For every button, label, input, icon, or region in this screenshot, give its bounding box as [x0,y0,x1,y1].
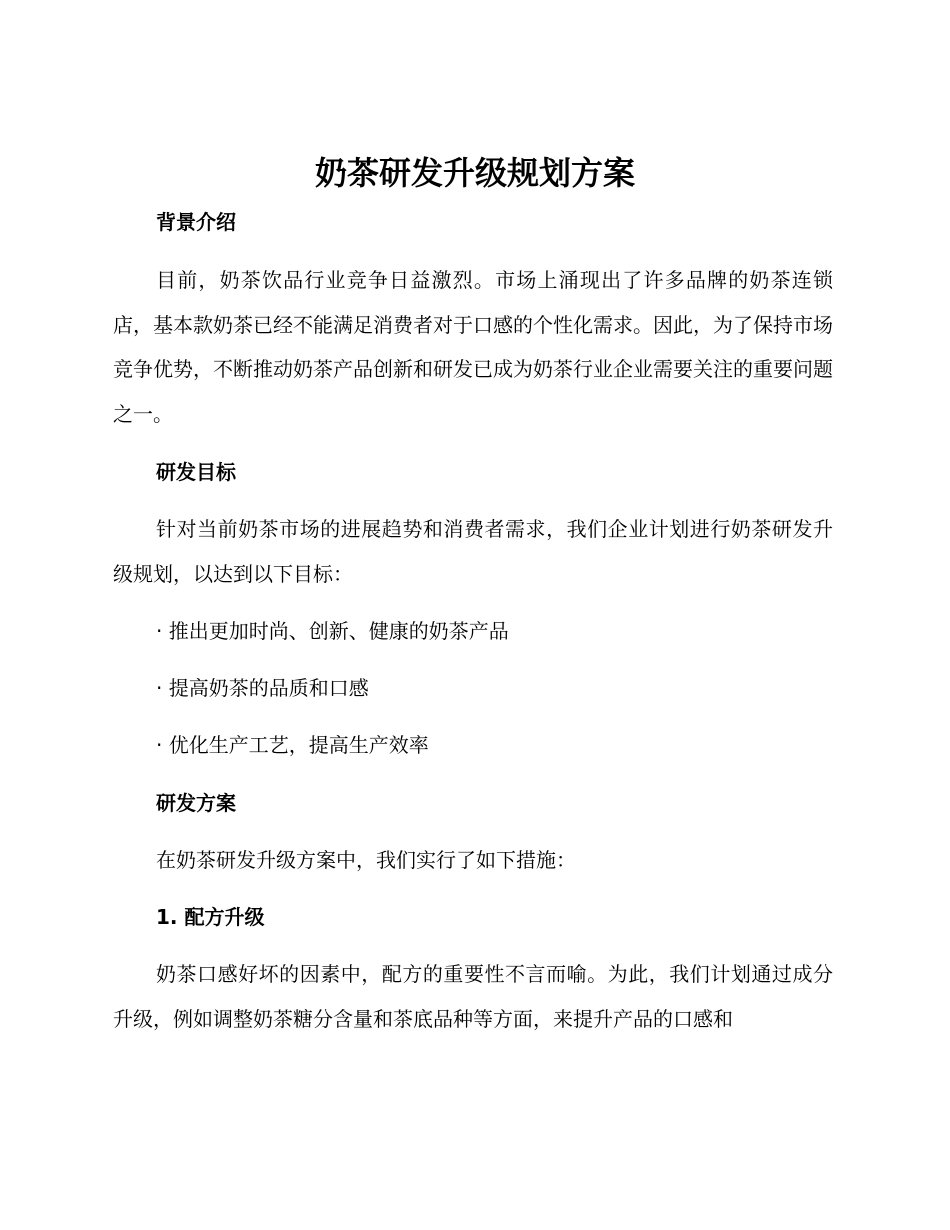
goal-bullet-1: · 推出更加时尚、创新、健康的奶茶产品 [156,619,509,643]
goal-bullet-2: · 提高奶茶的品质和口感 [156,676,369,700]
document-title: 奶茶研发升级规划方案 [314,154,635,192]
goal-bullet-3: · 优化生产工艺，提高生产效率 [156,733,429,757]
section-heading-goals: 研发目标 [156,460,236,484]
subheading-formula-upgrade: 1. 配方升级 [156,905,265,929]
section-heading-background: 背景介绍 [156,210,236,234]
background-paragraph: 目前，奶茶饮品行业竞争日益激烈。市场上涌现出了许多品牌的奶茶连锁店，基本款奶茶已经不能满足消费者对于口感的个性化需求。因此，为了保持市场竞争优势，不断推动奶茶产品创新和研发已成为奶茶行业企业需要关注的重要问题之一。 [113,268,833,426]
goals-paragraph: 针对当前奶茶市场的进展趋势和消费者需求，我们企业计划进行奶茶研发升级规划，以达到以下目标： [113,517,833,586]
formula-paragraph: 奶茶口感好坏的因素中，配方的重要性不言而喻。为此，我们计划通过成分升级，例如调整奶茶糖分含量和茶底品种等方面，来提升产品的口感和 [113,962,833,1031]
section-heading-plan: 研发方案 [156,791,236,815]
plan-intro: 在奶茶研发升级方案中，我们实行了如下措施： [156,848,576,872]
